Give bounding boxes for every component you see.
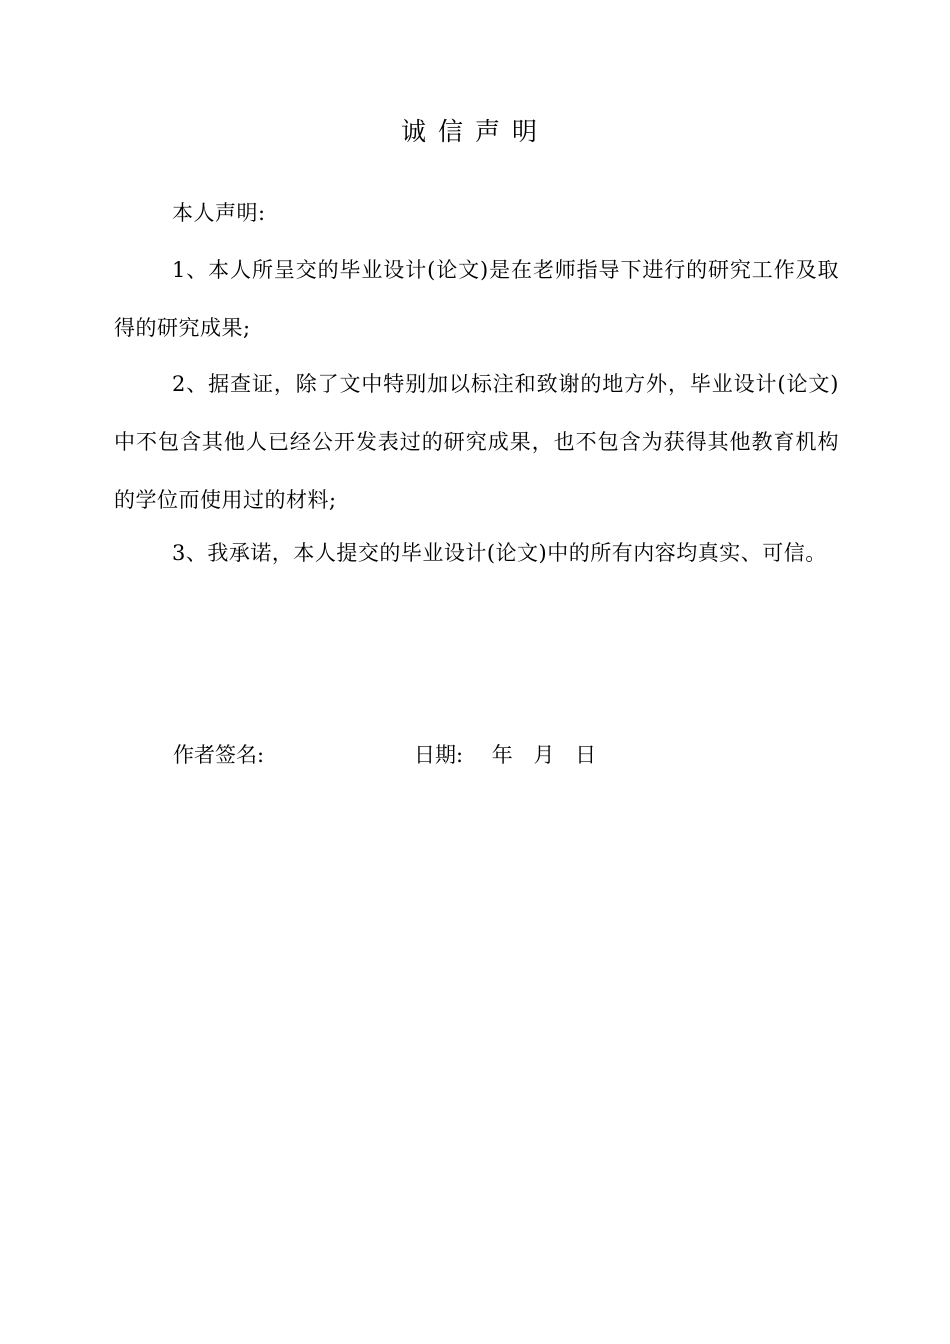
author-signature-label: 作者签名: — [173, 743, 265, 767]
page-title: 诚信声明 — [400, 117, 549, 146]
declaration-item-1: 1、本人所呈交的毕业设计(论文)是在老师指导下进行的研究工作及取得的研究成果; — [114, 258, 839, 340]
declaration-item-2: 2、据查证，除了文中特别加以标注和致谢的地方外，毕业设计(论文)中不包含其他人已经公开发表过的研究成果，也不包含为获得其他教育机构的学位而使用过的材料; — [114, 372, 839, 512]
date-label: 日期: — [414, 743, 464, 767]
date-line — [414, 730, 610, 780]
year-label: 年 — [491, 743, 513, 767]
day-label: 日 — [575, 743, 597, 767]
declaration-intro: 本人声明: — [172, 201, 266, 225]
date-units — [492, 743, 610, 767]
declaration-item-3: 3、我承诺，本人提交的毕业设计(论文)中的所有内容均真实、可信。 — [172, 541, 827, 565]
month-label: 月 — [533, 743, 555, 767]
